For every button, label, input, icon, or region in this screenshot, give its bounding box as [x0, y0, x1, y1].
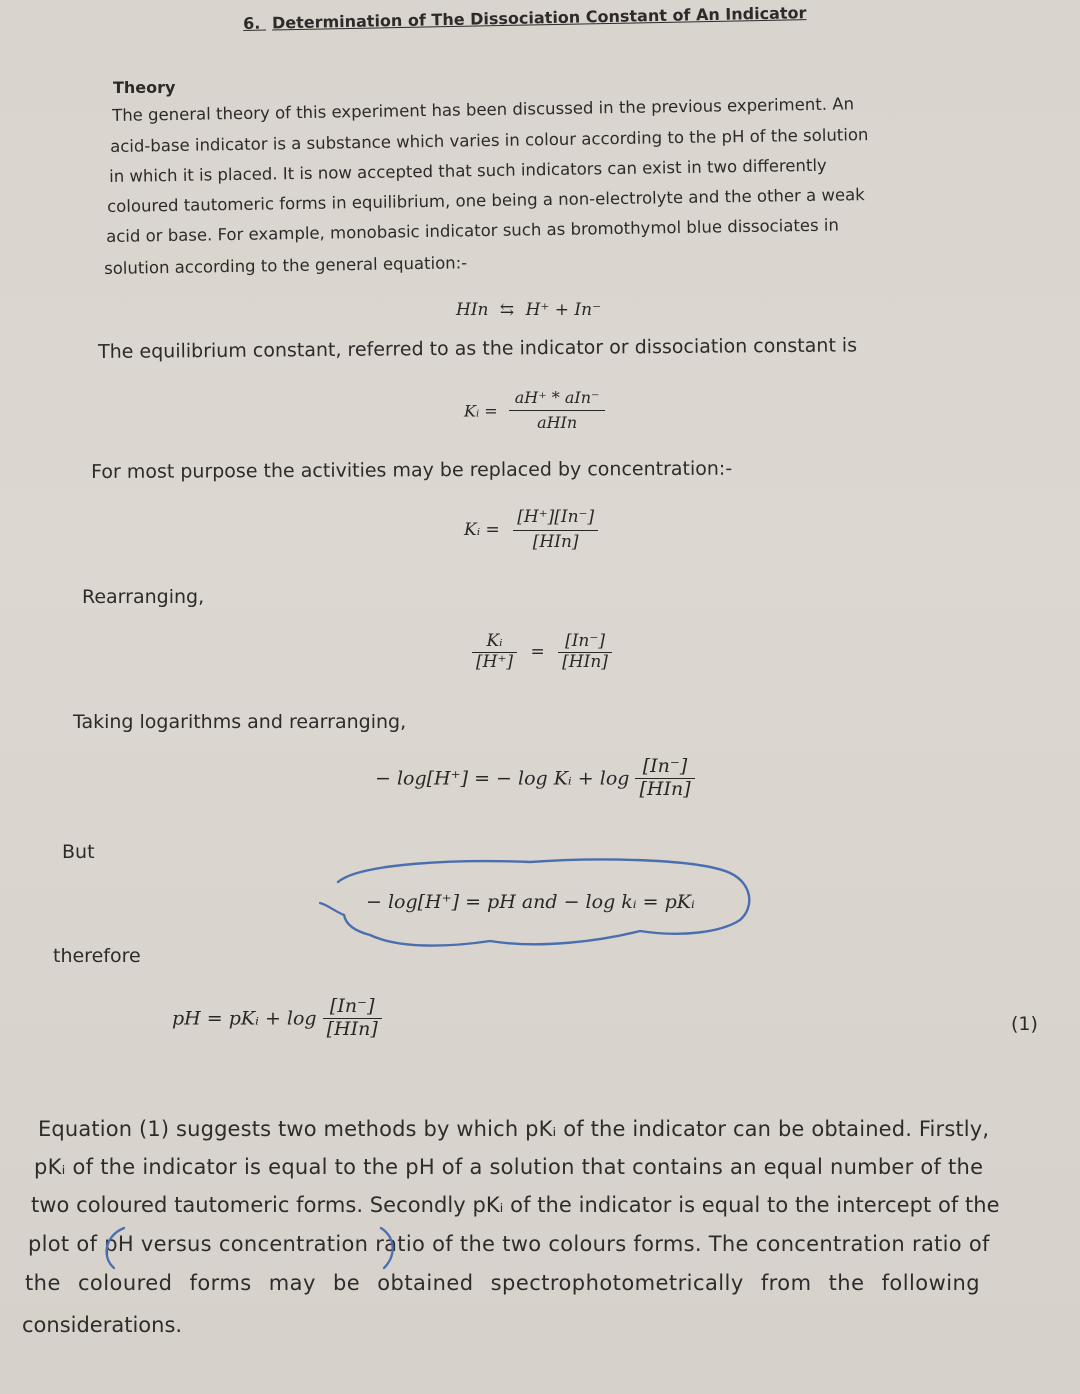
- section-heading: [243, 3, 807, 33]
- activity-denominator: aHIn: [537, 413, 578, 433]
- logarithms-text: Taking logarithms and rearranging,: [73, 711, 407, 733]
- concentration-text: For most purpose the activities may be replaced by concentration:-: [91, 457, 733, 483]
- main-denominator: [HIn]: [326, 1017, 378, 1040]
- dissociation-left: HIn: [456, 300, 489, 320]
- concentration-denominator: [HIn]: [532, 531, 579, 552]
- log-lhs: − log[H⁺] = − log Kᵢ + log: [375, 767, 630, 790]
- conclusion-line-6: considerations.: [22, 1313, 183, 1337]
- rearranged-left-denominator: [H⁺]: [476, 651, 514, 672]
- log-denominator: [HIn]: [639, 777, 691, 800]
- activity-lhs: Kᵢ =: [464, 401, 498, 421]
- concentration-lhs: Kᵢ =: [464, 520, 500, 541]
- rearranged-right-denominator: [HIn]: [562, 651, 608, 672]
- conclusion-line-1: Equation (1) suggests two methods by which pKᵢ of the indicator can be obtained. Firstly,: [38, 1117, 990, 1141]
- conclusion-line-4: plot of pH versus concentration ratio of the two colours forms. The concentration ratio of: [28, 1232, 990, 1256]
- activity-equation: [464, 389, 605, 433]
- rearranged-right-numerator: [In⁻]: [558, 632, 612, 653]
- main-lhs: pH = pKᵢ + log: [172, 1007, 317, 1030]
- definitions-equation: − log[H⁺] = pH and − log kᵢ = pKᵢ: [366, 891, 695, 913]
- theory-line-1: The general theory of this experiment has been discussed in the previous experiment. An: [112, 94, 855, 125]
- equilibrium-text: The equilibrium constant, referred to as the indicator or dissociation constant is: [98, 334, 858, 363]
- section-number: 6.: [243, 13, 261, 33]
- equation-number: (1): [1011, 1013, 1038, 1035]
- therefore-text: therefore: [53, 945, 141, 967]
- theory-line-4: coloured tautomeric forms in equilibrium, one being a non-electrolyte and the other a weak: [107, 185, 865, 216]
- rearranged-equals: =: [530, 642, 545, 663]
- concentration-numerator: [H⁺][In⁻]: [513, 508, 598, 531]
- rearranging-text: Rearranging,: [82, 586, 205, 608]
- activity-numerator: aH⁺ * aIn⁻: [509, 389, 606, 411]
- pen-bracket-marks-icon: [100, 1222, 400, 1272]
- theory-line-3: in which it is placed. It is now accepted that such indicators can exist in two differently: [109, 155, 827, 186]
- log-numerator: [In⁻]: [635, 756, 694, 779]
- theory-line-2: acid-base indicator is a substance which varies in colour according to the pH of the solution: [110, 125, 869, 156]
- log-equation: [375, 756, 695, 801]
- conclusion-line-2: pKᵢ of the indicator is equal to the pH of a solution that contains an equal number of the: [34, 1155, 984, 1179]
- dissociation-right: H⁺ + In⁻: [525, 300, 602, 320]
- but-text: But: [62, 841, 95, 863]
- rearranged-equation: [472, 632, 612, 672]
- main-numerator: [In⁻]: [323, 996, 382, 1019]
- main-equation: [172, 996, 382, 1041]
- rearranged-left-numerator: Kᵢ: [472, 632, 517, 653]
- conclusion-line-3: two coloured tautomeric forms. Secondly pKᵢ of the indicator is equal to the intercept of the: [31, 1193, 1000, 1217]
- conclusion-line-5: the coloured forms may be obtained spectrophotometrically from the following: [25, 1271, 981, 1295]
- section-title: Determination of The Dissociation Constant of An Indicator: [271, 3, 807, 33]
- concentration-equation: [464, 508, 598, 552]
- theory-line-6: solution according to the general equation:-: [104, 253, 468, 278]
- theory-title: Theory: [113, 78, 176, 97]
- equilibrium-arrow-icon: ⇆: [499, 300, 515, 320]
- theory-line-5: acid or base. For example, monobasic indicator such as bromothymol blue dissociates in: [106, 215, 840, 246]
- dissociation-equation: [456, 300, 601, 320]
